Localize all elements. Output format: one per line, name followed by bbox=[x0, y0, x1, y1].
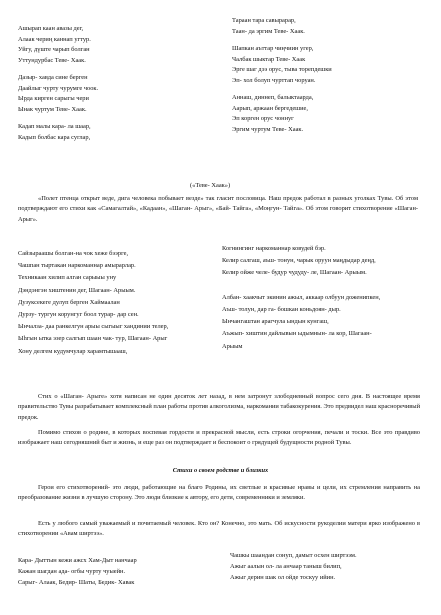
poem-line: Хону делгем кудумчулар харамтышааш, bbox=[18, 347, 128, 355]
poem-line: Ынак чуртум Теве- Хаак. bbox=[18, 105, 87, 113]
poem-line: Алаак чериң каннап угтур. bbox=[18, 35, 91, 43]
paragraph-homeland: Помимо стихов о родине, в которых воспевая гордости и прекрасной мысли, есть строки огорчения, печали и тоски. Все это правдиво изображает наш сегодняшний быт и жизнь, и еще раз он подтверждает и беспокоит о грядущей будущности родной Тувы. bbox=[18, 429, 420, 447]
poem-line: Сайзыраашы болган-на чок хеже бээрге, bbox=[18, 250, 129, 257]
poem-line: Уттундурбас Теве- Хаак. bbox=[18, 56, 86, 64]
poem-line bbox=[222, 283, 380, 295]
poem-line: Келир салгаш, аъш- тонун, чарык оруун маңдыдар деңд, bbox=[222, 257, 376, 265]
poem-line: Ыһгын ытка эзер салгып шаан чак- тур, Шагаан- Арыг bbox=[18, 335, 168, 343]
poem-line: Тараан тара савырарар, bbox=[232, 17, 296, 24]
poem-line: Албан- хаакчыт экинин ажыл, аккаар олбуун доженипкен, bbox=[222, 293, 381, 301]
poem-bottom-left bbox=[18, 558, 137, 591]
poem-line: Кадып болбас кара суглар, bbox=[18, 133, 91, 141]
poem-line: Дазыр- хавда сине берген bbox=[18, 74, 88, 81]
poem-line: Аарып, аржаан бергедешие, bbox=[232, 104, 308, 112]
paragraph-heroes: Герои его стихотворений- это люди, работающие на благо Родины, их светлые и красивые нравы и цели, их стремления направить на преобразование жизни в лучшую сторону. Это люди близкие к автору, его дети, современники и земляки. bbox=[18, 484, 420, 502]
poem-line: Чалбак шыктар Теве- Хаак bbox=[232, 55, 306, 63]
poem-line: Аъш- толун, дар га- бошкан коньдоян- дыр. bbox=[222, 305, 341, 313]
poem-line: Техникаан хилип алган сарыыы уну bbox=[18, 274, 117, 282]
poem-line: Сарыг- Алаак, Бедир- Шаты, Бедик- Хавак bbox=[18, 579, 135, 586]
poem-top-left bbox=[18, 26, 98, 145]
section-subheading: Стихи о своем родстве и близких bbox=[172, 467, 269, 474]
poem-line: Когнингинг наркоманнар ковудей бэр. bbox=[222, 245, 326, 252]
poem-line: Дэндэнгэн хиштенин дег, Шагаан- Арыым. bbox=[18, 286, 136, 294]
poem-line: Ажыг дерин шак ол ойде тоскуу ийин. bbox=[230, 574, 336, 581]
poem-line: Эп корген орус чоннуг bbox=[232, 115, 294, 122]
poem-line: Даайлыг чурту чурумге чоок. bbox=[18, 84, 99, 92]
poem-line: Аннаш, диннеп, балыктаарда, bbox=[232, 94, 314, 101]
poem-line: Эргим чуртум Теве- Хаак. bbox=[232, 125, 304, 133]
poem-title: («Теве- Хаак») bbox=[190, 182, 231, 189]
poem-middle-left bbox=[18, 251, 168, 361]
poem-line: Кажан шагдан ада- огбы чурту чуыейн. bbox=[18, 568, 126, 575]
poem-line: Чашпан тыртакан наркоманнар амырарлар. bbox=[18, 262, 136, 270]
poem-top-right bbox=[232, 18, 332, 137]
poem-line: Келир ойже челе- будур чудуду- ле, Шагаан- Арыым. bbox=[222, 269, 367, 277]
poem-line: Чашкы шаандан сонуп, дамыт осхен ширтээм. bbox=[230, 552, 357, 559]
poem-line: Кадап малы кара- ла шаар, bbox=[18, 123, 91, 130]
poem-line: Ырда кирген сарыгы чери bbox=[18, 95, 89, 102]
poem-line: Шапкан аъттар чиңчиин угер, bbox=[232, 45, 314, 52]
poem-line: Эп- хол болуп чурттап чоруан. bbox=[232, 76, 316, 84]
poem-middle-right bbox=[222, 246, 380, 356]
poem-line: Ынчалза- даа ранкелгун арыы сыгыыг хандинии телер, bbox=[18, 323, 169, 331]
poem-line: Ынчангаштан арагчула ындын кунгаш, bbox=[222, 318, 329, 326]
poem-line: Таан- да эргим Теве- Хаак. bbox=[232, 27, 305, 35]
paragraph-mother: Есть у любого самый уважаемый и почитаемый человек. Кто он? Конечно, это мать. Об искусности рукоделии матери ярко изображено в стихотворении «Авам ширтээ». bbox=[18, 520, 420, 538]
poem-bottom-right bbox=[230, 553, 357, 586]
poem-line: Уйгу, дүште чарып болган bbox=[18, 46, 90, 53]
poem-line: Ажыг аалын ол- ла анчаар таныш билип, bbox=[230, 563, 342, 570]
poem-line: Эрге шаг дээ орус, тыва торепдешки bbox=[232, 66, 332, 73]
poem-line: Дурзу- тургун корунгуг боол турар- дар сен. bbox=[18, 310, 139, 318]
paragraph-intro: «Полет птенца открыт веде, дига человека побывает везде» так гласит пословица. Наш предок работал в разных уголках Тувы. Об этом подтверждают его стихи как «Самагалтай», «Кадаан», «Шаган- Арыг», «Бай- Тайга», «Моңгун- Тайга». Об этом говорит стихотворение «Шаган- Арыг». bbox=[18, 195, 418, 223]
poem-line: Кара- Дыттын кежи ажсх Хам-Дыт нанчаар bbox=[18, 557, 137, 564]
paragraph-shagan-aryg: Стих о «Шаган- Арыге» хотя написан не один десяток лет назад, в нем затронут злободневный вопрос сего дня. В настоящее время правительство Тувы разрабатывает комплексный план работы против алкоголизма, наркомании табакокурения. Это предвидел наш красноречивый предок. bbox=[18, 393, 420, 421]
poem-line: Аъжып- хиштин дайлывын ыдымнын- ла кор, Шагаан- bbox=[222, 330, 372, 338]
poem-line: Арыым bbox=[222, 342, 243, 350]
poem-line: Дузуксекеге дулуп берген Хаймаалан bbox=[18, 298, 120, 306]
poem-line: Ашырап каан авазы дег, bbox=[18, 25, 84, 32]
